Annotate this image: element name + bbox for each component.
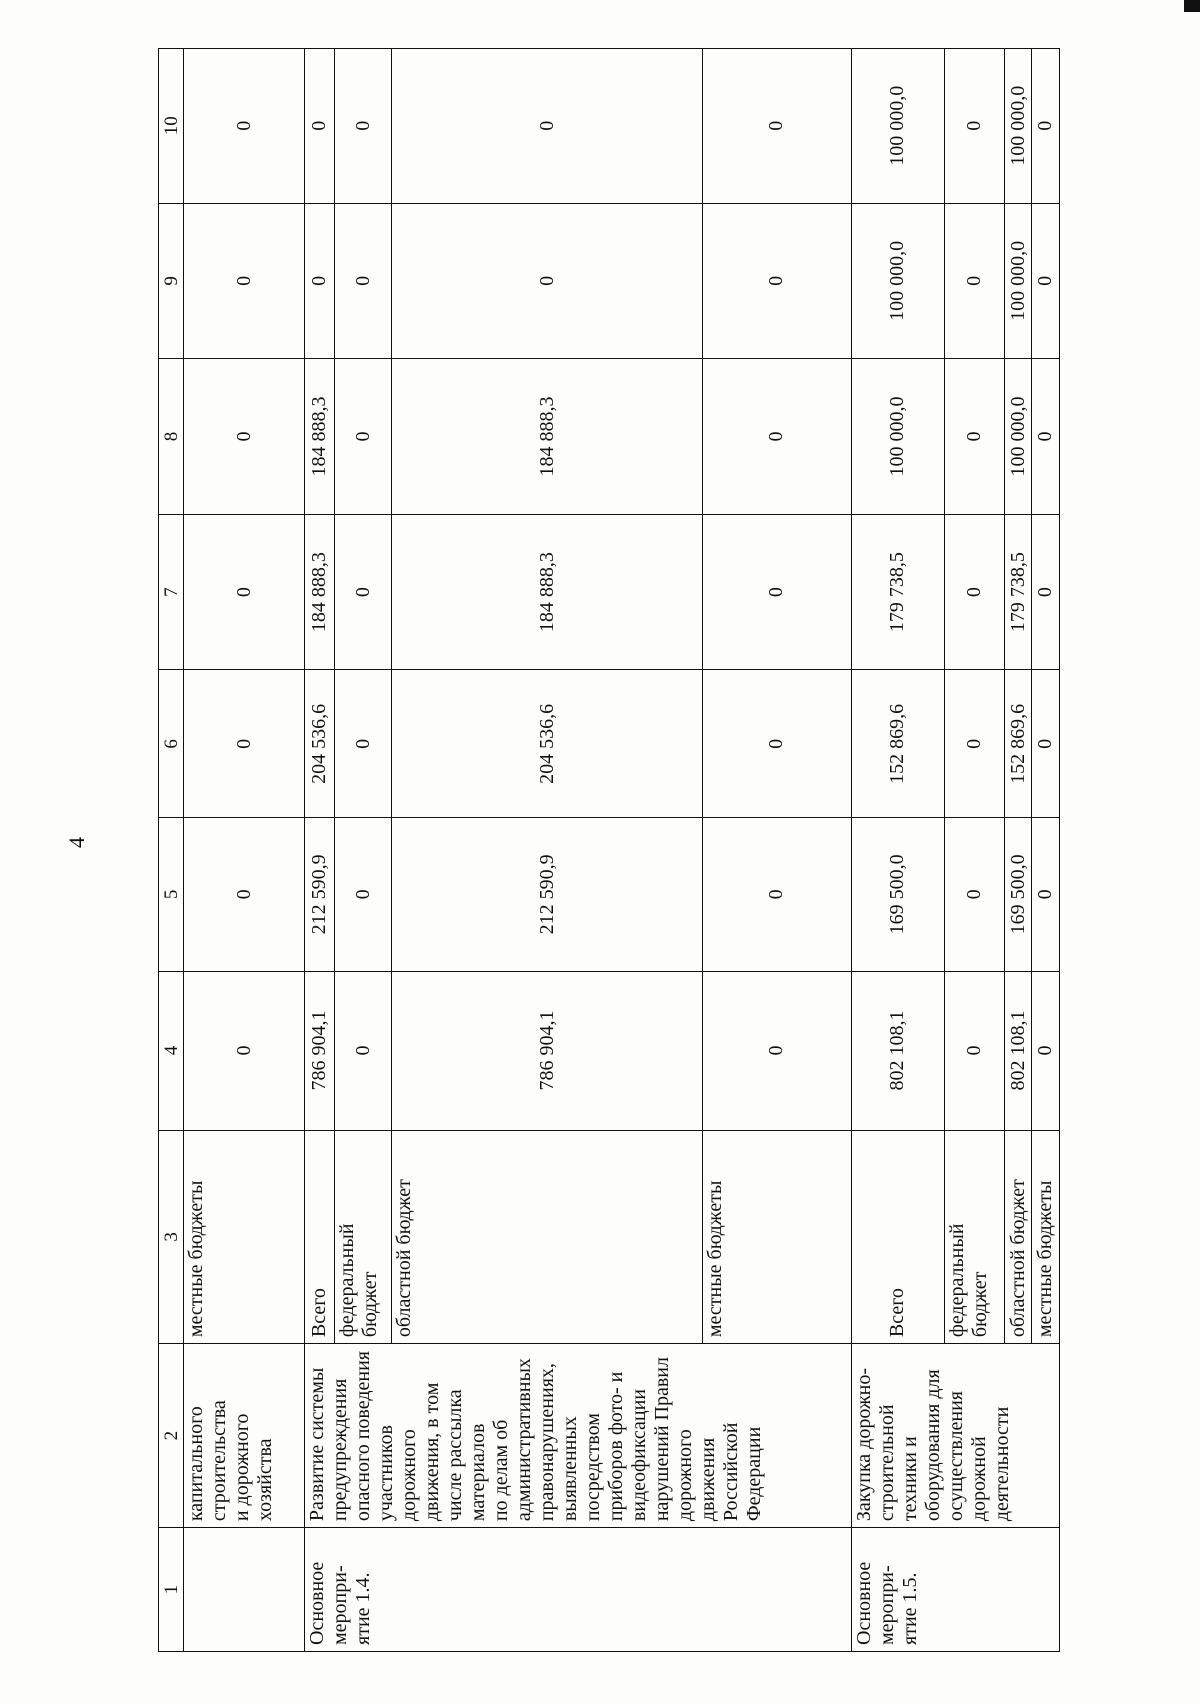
value-cell: 152 869,6	[1004, 670, 1032, 818]
col-header-9: 9	[159, 203, 184, 359]
value-cell: 0	[702, 203, 851, 359]
value-cell: 0	[945, 203, 1005, 359]
scan-edge-mark	[1184, 0, 1200, 12]
value-cell: 0	[1032, 971, 1060, 1130]
value-cell: 204 536,6	[392, 670, 702, 818]
value-cell: 100 000,0	[1004, 49, 1032, 204]
value-cell: 0	[334, 49, 391, 204]
value-cell: 0	[184, 670, 305, 818]
value-cell: 0	[184, 203, 305, 359]
value-cell: 0	[334, 670, 391, 818]
funding-source-text: федеральный бюджет	[946, 1223, 992, 1338]
value-cell: 212 590,9	[392, 818, 702, 971]
value-cell: 0	[945, 971, 1005, 1130]
value-cell: 179 738,5	[1004, 514, 1032, 670]
value-cell: 100 000,0	[851, 203, 945, 359]
value-cell: 0	[702, 514, 851, 670]
funding-table	[158, 48, 1060, 1652]
table-row	[305, 49, 335, 1652]
funding-source	[702, 1130, 851, 1344]
value-cell: 802 108,1	[1004, 971, 1032, 1130]
value-cell: 179 738,5	[851, 514, 945, 670]
value-cell: 0	[1032, 514, 1060, 670]
value-cell: 100 000,0	[851, 49, 945, 204]
activity-name-text: Закупка дорожно- строительной техники и оборудования для осуществления дорожной деятельности	[852, 1367, 1013, 1522]
funding-source	[1032, 1130, 1060, 1344]
value-cell: 786 904,1	[392, 971, 702, 1130]
value-cell: 100 000,0	[1004, 203, 1032, 359]
table-row	[851, 49, 945, 1652]
value-cell: 169 500,0	[1004, 818, 1032, 971]
value-cell: 0	[305, 49, 335, 204]
activity-number	[851, 1528, 1059, 1652]
col-header-10: 10	[159, 49, 184, 204]
activity-cell	[184, 1528, 305, 1652]
value-cell: 0	[184, 49, 305, 204]
value-cell: 100 000,0	[851, 359, 945, 515]
col-header-8: 8	[159, 359, 184, 515]
funding-source-text: областной бюджет	[1006, 1179, 1029, 1338]
funding-source	[392, 1130, 702, 1344]
col-header-5: 5	[159, 818, 184, 971]
activity-name-text: Развитие системы предупреждения опасного поведения участников дорожного движения, в том числе рассылка материалов по делам об административных правонарушениях, выявленных посредством приборов фото- и видеофиксации нарушений Правил дорожного движения Российской Федерации	[306, 1351, 766, 1522]
value-cell: 169 500,0	[851, 818, 945, 971]
funding-source	[305, 1130, 335, 1344]
funding-source-text: Всего	[308, 1288, 331, 1338]
activity-name	[305, 1344, 851, 1528]
value-cell: 0	[945, 514, 1005, 670]
value-cell: 0	[334, 514, 391, 670]
value-cell: 0	[305, 203, 335, 359]
value-cell: 100 000,0	[1004, 359, 1032, 515]
funding-source-text: областной бюджет	[393, 1179, 416, 1338]
value-cell: 0	[1032, 670, 1060, 818]
funding-source	[1004, 1130, 1032, 1344]
value-cell: 184 888,3	[392, 514, 702, 670]
value-cell: 0	[392, 49, 702, 204]
funding-source	[851, 1130, 945, 1344]
value-cell: 0	[184, 359, 305, 515]
value-cell: 0	[334, 971, 391, 1130]
value-cell: 184 888,3	[305, 514, 335, 670]
activity-name	[851, 1344, 1059, 1528]
activity-number	[305, 1528, 851, 1652]
funding-source-text: Всего	[886, 1288, 909, 1338]
value-cell: 0	[945, 818, 1005, 971]
value-cell: 0	[702, 971, 851, 1130]
value-cell: 152 869,6	[851, 670, 945, 818]
funding-source	[334, 1130, 391, 1344]
rotated-table-wrapper	[158, 48, 1060, 1652]
activity-name	[184, 1344, 305, 1528]
funding-source-text: федеральный бюджет	[335, 1223, 381, 1338]
value-cell: 0	[945, 49, 1005, 204]
value-cell: 0	[1032, 49, 1060, 204]
value-cell: 0	[1032, 359, 1060, 515]
funding-source	[945, 1130, 1005, 1344]
activity-name-text: капитального строительства и дорожного хозяйства	[185, 1400, 276, 1522]
value-cell: 212 590,9	[305, 818, 335, 971]
value-cell: 0	[184, 818, 305, 971]
col-header-6: 6	[159, 670, 184, 818]
value-cell: 184 888,3	[392, 359, 702, 515]
value-cell: 802 108,1	[851, 971, 945, 1130]
value-cell: 0	[392, 203, 702, 359]
activity-number-text: Основное меропри- ятие 1.5.	[852, 1561, 921, 1645]
value-cell: 786 904,1	[305, 971, 335, 1130]
funding-source	[184, 1130, 305, 1344]
activity-number-text: Основное меропри- ятие 1.4.	[306, 1561, 375, 1645]
value-cell: 0	[702, 49, 851, 204]
value-cell: 0	[945, 359, 1005, 515]
value-cell: 184 888,3	[305, 359, 335, 515]
value-cell: 0	[184, 514, 305, 670]
col-header-1: 1	[159, 1528, 184, 1652]
value-cell: 0	[334, 359, 391, 515]
funding-source-text: местные бюджеты	[703, 1180, 726, 1338]
value-cell: 204 536,6	[305, 670, 335, 818]
value-cell: 0	[702, 359, 851, 515]
value-cell: 0	[945, 670, 1005, 818]
header-row	[159, 49, 184, 1652]
value-cell: 0	[334, 203, 391, 359]
value-cell: 0	[1032, 203, 1060, 359]
funding-source-text: местные бюджеты	[1034, 1180, 1057, 1338]
funding-source-text: местные бюджеты	[185, 1180, 207, 1338]
col-header-4: 4	[159, 971, 184, 1130]
value-cell: 0	[1032, 818, 1060, 971]
page-number: 4	[64, 837, 89, 848]
value-cell: 0	[334, 818, 391, 971]
col-header-2: 2	[159, 1344, 184, 1528]
value-cell: 0	[702, 818, 851, 971]
table-row	[184, 49, 305, 1652]
value-cell: 0	[702, 670, 851, 818]
col-header-7: 7	[159, 514, 184, 670]
col-header-3: 3	[159, 1130, 184, 1344]
value-cell: 0	[184, 971, 305, 1130]
